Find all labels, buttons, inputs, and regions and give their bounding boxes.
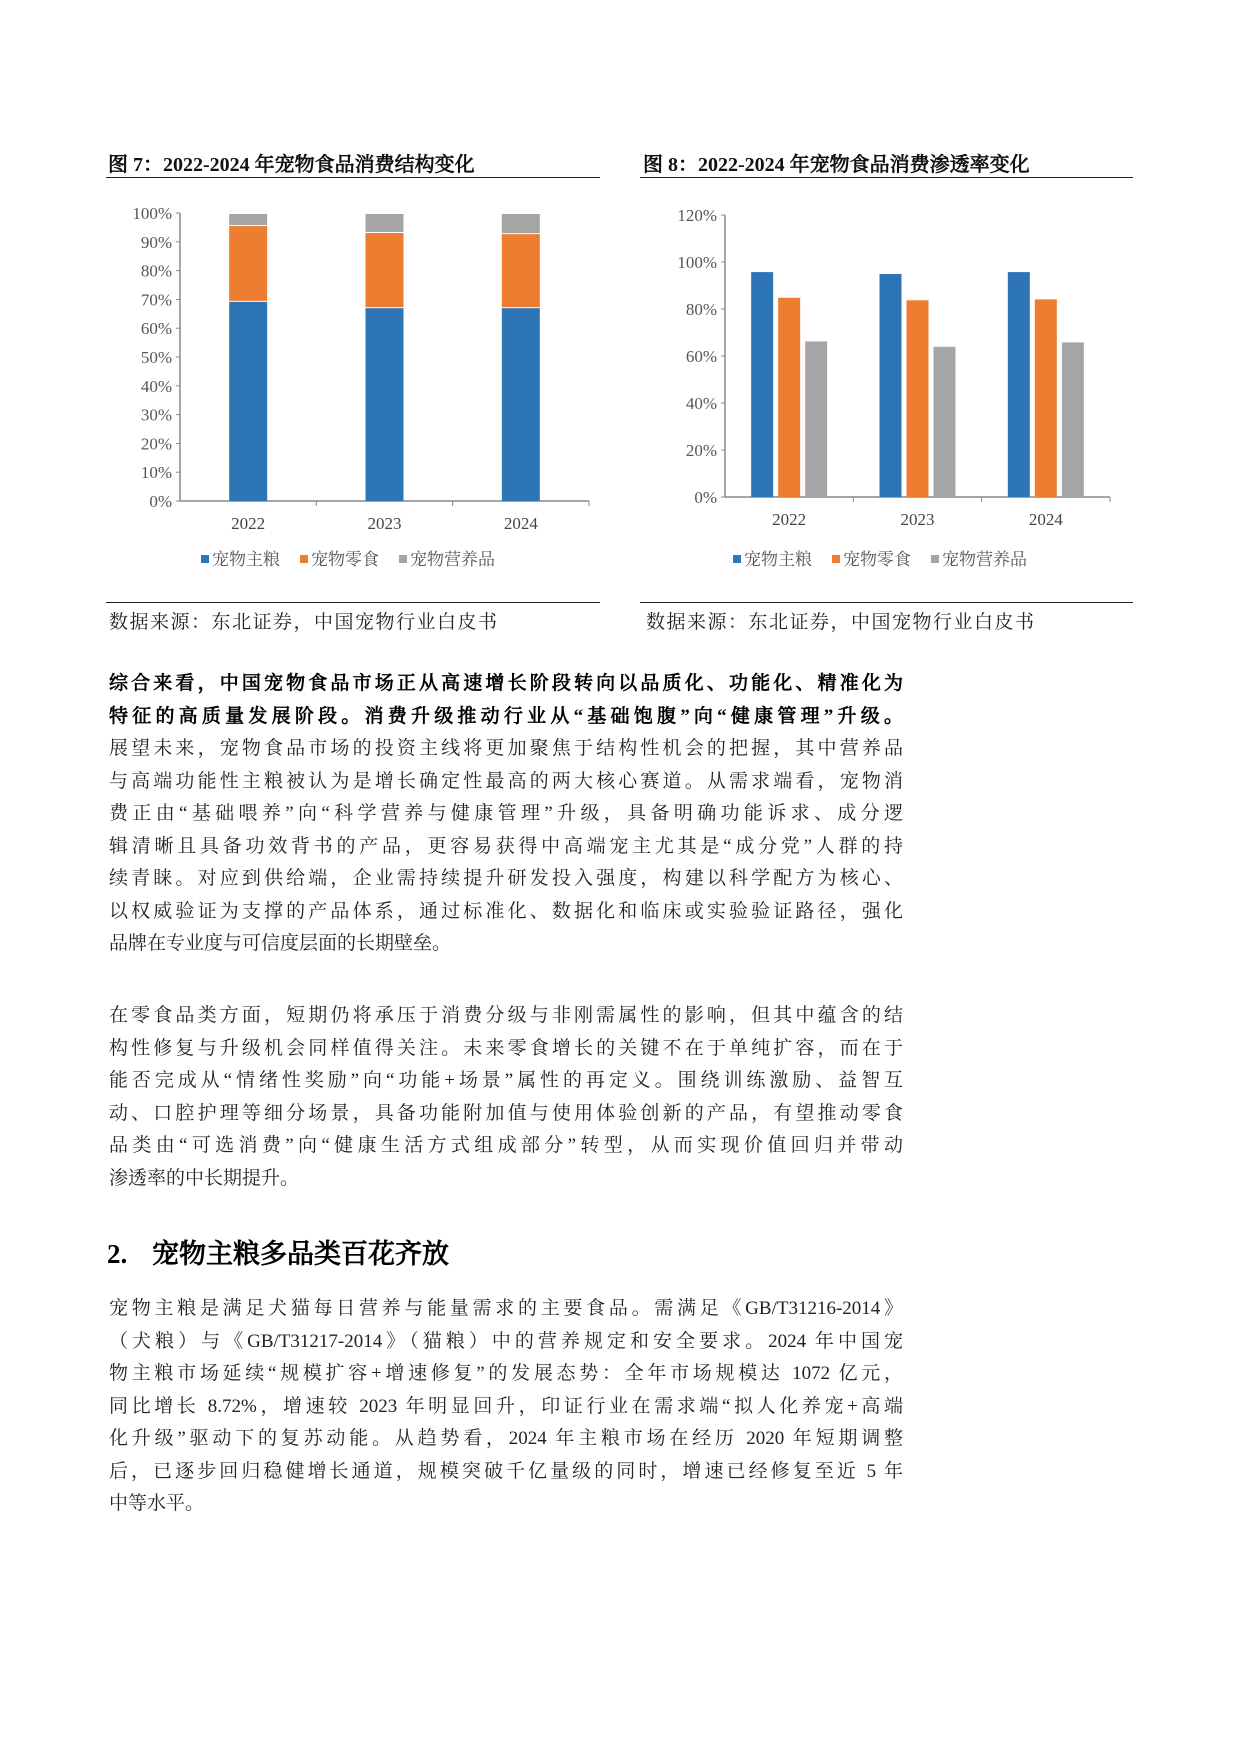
legend-swatch xyxy=(300,555,308,563)
bar-宠物主粮-2024 xyxy=(1008,272,1030,497)
text-line: 与高端功能性主粮被认为是增长确定性最高的两大核心赛道。从需求端看，宠物消 xyxy=(109,770,903,792)
bold-text-line: 特征的高质量发展阶段。消费升级推动行业从“基础饱腹”向“健康管理”升级。 xyxy=(109,705,903,727)
text-line: 物主粮市场延续“规模扩容+增速修复”的发展态势：全年市场规模达 1072 亿元， xyxy=(109,1363,903,1384)
legend-label: 宠物营养品 xyxy=(942,550,1027,569)
text-line: 同比增长 8.72%，增速较 2023 年明显回升，印证行业在需求端“拟人化养宠+高端 xyxy=(109,1395,903,1417)
y-tick-label: 30% xyxy=(140,405,172,425)
text-line: 动、口腔护理等细分场景，具备功能附加值与使用体验创新的产品，有望推动零食 xyxy=(109,1102,903,1124)
text-line: 续青睐。对应到供给端，企业需持续提升研发投入强度，构建以科学配方为核心、 xyxy=(109,868,903,889)
bar-宠物营养品-2024 xyxy=(502,214,540,233)
figure-8-chart xyxy=(640,180,1133,600)
text-line: 后，已逐步回归稳健增长通道，规模突破千亿量级的同时，增速已经修复至近 5 年 xyxy=(109,1460,903,1482)
bar-宠物营养品-2023 xyxy=(366,214,404,232)
y-tick-label: 50% xyxy=(140,348,172,367)
text-line: （犬粮）与《GB/T31217-2014》（猫粮）中的营养规定和安全要求。2024 年中国宠 xyxy=(109,1330,903,1352)
figure-8-top-rule xyxy=(640,177,1133,178)
bar-宠物主粮-2022 xyxy=(229,302,267,501)
y-tick-label: 10% xyxy=(140,463,172,483)
legend-swatch xyxy=(832,555,840,563)
legend-swatch xyxy=(931,555,939,563)
legend-swatch xyxy=(201,555,209,563)
y-tick-label: 120% xyxy=(677,206,717,225)
text-line: 在零食品类方面，短期仍将承压于消费分级与非刚需属性的影响，但其中蕴含的结 xyxy=(109,1005,903,1026)
x-tick-label: 2024 xyxy=(1028,510,1063,529)
text-line: 化升级”驱动下的复苏动能。从趋势看，2024 年主粮市场在经历 2020 年短期调整 xyxy=(109,1428,903,1449)
y-tick-label: 60% xyxy=(685,347,717,366)
bar-宠物营养品-2022 xyxy=(229,214,267,225)
x-tick-label: 2022 xyxy=(231,514,266,533)
figure-7-chart xyxy=(106,180,600,600)
y-tick-label: 100% xyxy=(677,253,717,272)
figure-7-title: 图 7：2022-2024 年宠物食品消费结构变化 xyxy=(108,154,475,176)
y-tick-label: 40% xyxy=(140,376,172,396)
text-line: 宠物主粮是满足犬猫每日营养与能量需求的主要食品。需满足《GB/T31216-2014》 xyxy=(109,1298,903,1319)
figure-7-top-rule xyxy=(106,177,600,178)
text-line: 渗透率的中长期提升。 xyxy=(109,1167,300,1189)
legend-label: 宠物主粮 xyxy=(212,550,280,569)
y-tick-label: 0% xyxy=(149,492,172,511)
bar-宠物零食-2023 xyxy=(907,300,929,497)
text-line: 辑清晰且具备功效背书的产品，更容易获得中高端宠主尤其是“成分党”人群的持 xyxy=(109,835,903,857)
bar-宠物零食-2022 xyxy=(778,298,800,497)
text-line: 构性修复与升级机会同样值得关注。未来零食增长的关键不在于单纯扩容，而在于 xyxy=(109,1037,903,1059)
bold-text-line: 综合来看，中国宠物食品市场正从高速增长阶段转向以品质化、功能化、精准化为 xyxy=(109,673,903,694)
y-tick-label: 90% xyxy=(140,232,172,252)
bar-宠物主粮-2023 xyxy=(366,308,404,501)
section-heading xyxy=(107,1232,449,1271)
x-tick-label: 2024 xyxy=(503,514,538,533)
text-line: 品类由“可选消费”向“健康生活方式组成部分”转型，从而实现价值回归并带动 xyxy=(109,1135,903,1156)
bar-宠物主粮-2022 xyxy=(751,272,773,497)
y-tick-label: 40% xyxy=(685,394,717,413)
paragraph-snacks xyxy=(109,1000,903,1195)
y-tick-label: 0% xyxy=(694,488,717,507)
figure-8-title: 图 8：2022-2024 年宠物食品消费渗透率变化 xyxy=(643,154,1030,176)
y-tick-label: 60% xyxy=(140,319,172,339)
legend-swatch xyxy=(733,555,741,563)
section-title: 宠物主粮多品类百花齐放 xyxy=(152,1239,449,1269)
text-line: 品牌在专业度与可信度层面的长期壁垒。 xyxy=(109,933,452,954)
bar-宠物营养品-2023 xyxy=(934,347,956,497)
bar-宠物营养品-2024 xyxy=(1062,342,1084,497)
figure-7-bottom-rule xyxy=(106,602,600,603)
text-line: 费正由“基础喂养”向“科学营养与健康管理”升级，具备明确功能诉求、成分逻 xyxy=(109,803,903,824)
y-tick-label: 20% xyxy=(685,441,717,460)
x-tick-label: 2022 xyxy=(772,510,807,529)
y-tick-label: 80% xyxy=(140,261,172,281)
text-line: 能否完成从“情绪性奖励”向“功能+场景”属性的再定义。围绕训练激励、益智互 xyxy=(109,1070,903,1091)
figure-7-source: 数据来源：东北证券，中国宠物行业白皮书 xyxy=(109,612,499,633)
legend-label: 宠物营养品 xyxy=(410,550,495,569)
bar-宠物主粮-2023 xyxy=(880,274,902,497)
paragraph-summary xyxy=(109,668,903,961)
y-tick-label: 100% xyxy=(132,204,172,223)
figure-8-bottom-rule xyxy=(640,602,1133,603)
legend-label: 宠物零食 xyxy=(311,550,379,569)
x-tick-label: 2023 xyxy=(900,510,935,529)
bar-宠物主粮-2024 xyxy=(502,308,540,501)
legend-label: 宠物主粮 xyxy=(744,550,812,569)
text-line: 中等水平。 xyxy=(109,1493,205,1514)
bar-宠物营养品-2022 xyxy=(805,341,827,497)
figure-8-source: 数据来源：东北证券，中国宠物行业白皮书 xyxy=(646,612,1036,633)
x-tick-label: 2023 xyxy=(367,514,402,533)
paragraph-staple-food xyxy=(109,1293,903,1521)
y-tick-label: 70% xyxy=(140,290,172,310)
y-tick-label: 20% xyxy=(140,434,172,454)
legend-label: 宠物零食 xyxy=(843,550,911,569)
bar-宠物零食-2024 xyxy=(502,234,540,307)
text-line: 展望未来，宠物食品市场的投资主线将更加聚焦于结构性机会的把握，其中营养品 xyxy=(109,738,903,759)
section-number: 2. xyxy=(107,1239,128,1269)
legend-swatch xyxy=(399,555,407,563)
bar-宠物零食-2022 xyxy=(229,226,267,301)
bar-宠物零食-2024 xyxy=(1035,299,1057,497)
bar-宠物零食-2023 xyxy=(366,233,404,307)
y-tick-label: 80% xyxy=(685,300,717,319)
text-line: 以权威验证为支撑的产品体系，通过标准化、数据化和临床或实验验证路径，强化 xyxy=(109,900,903,922)
